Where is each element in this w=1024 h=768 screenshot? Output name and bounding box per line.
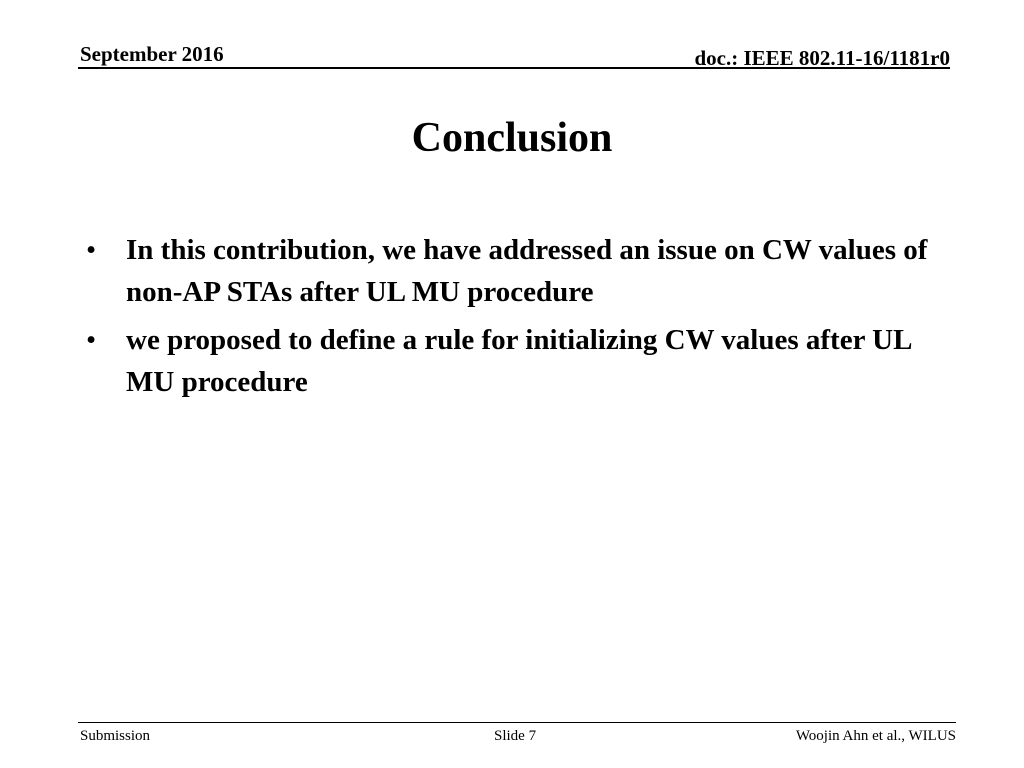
footer-submission: Submission xyxy=(80,728,151,744)
header-divider xyxy=(78,67,950,69)
bullet-text: In this contribution, we have addressed an issue on CW values of non-AP STAs after UL MU procedure xyxy=(126,234,928,308)
header-date: September 2016 xyxy=(80,42,224,66)
header-doc-id: doc.: IEEE 802.11-16/1181r0 xyxy=(694,46,950,70)
bullet-list xyxy=(86,229,946,409)
bullet-dot-icon: • xyxy=(86,324,97,356)
footer-divider xyxy=(78,722,956,723)
bullet-item xyxy=(86,229,946,313)
slide-title: Conclusion xyxy=(411,115,613,161)
footer-authors: Woojin Ahn et al., WILUS xyxy=(795,728,956,744)
bullet-text: we proposed to define a rule for initializing CW values after UL MU procedure xyxy=(126,324,911,398)
bullet-item xyxy=(86,319,946,403)
footer-slide-number: Slide 7 xyxy=(494,728,537,744)
bullet-dot-icon: • xyxy=(86,234,97,266)
